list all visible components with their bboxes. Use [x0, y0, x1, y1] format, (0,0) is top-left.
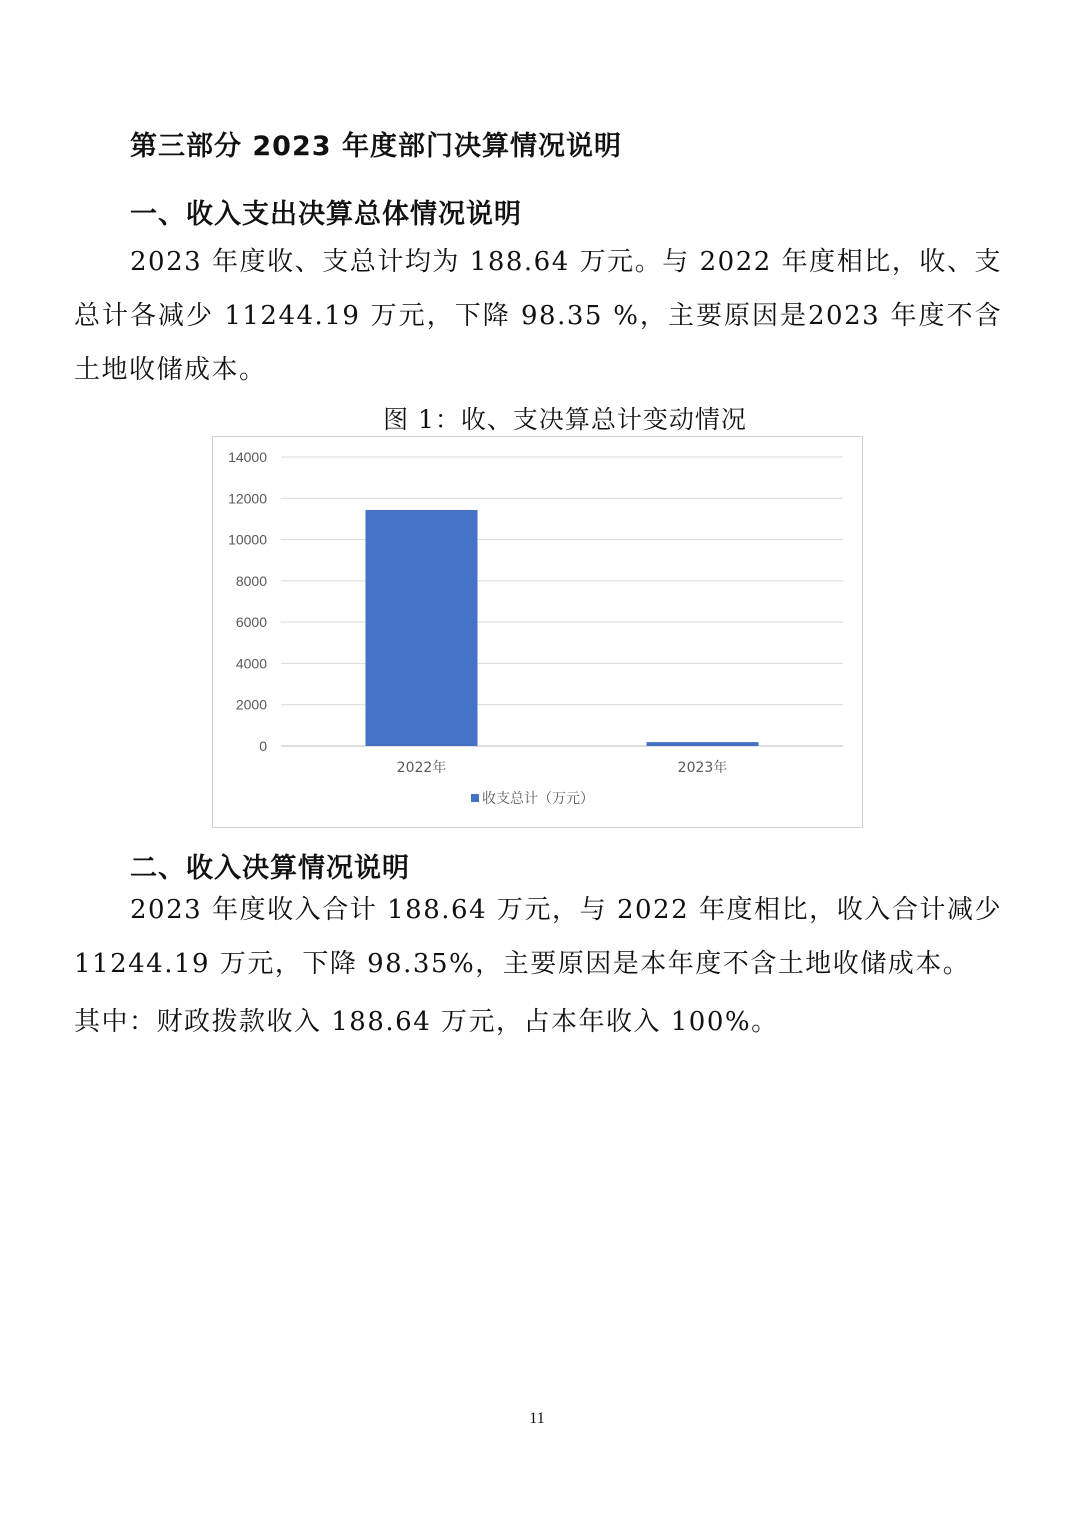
part-title: 第三部分 2023 年度部门决算情况说明 [130, 131, 622, 162]
page-number: 11 [529, 1410, 545, 1427]
section1-paragraph: 2023 年度收、支总计均为 188.64 万元。与 2022 年度相比，收、支总计各减少 11244.19 万元，下降 98.35 %，主要原因是2023 年度不含土地收储成本。 [74, 247, 1002, 385]
chart-canvas [213, 437, 862, 827]
figure-caption: 图 1：收、支决算总计变动情况 [383, 405, 747, 434]
section2-paragraph: 2023 年度收入合计 188.64 万元，与 2022 年度相比，收入合计减少 11244.19 万元，下降 98.35%，主要原因是本年度不含土地收储成本。 [74, 895, 1002, 979]
y-tick-label: 8000 [235, 572, 267, 589]
bar [366, 510, 478, 746]
y-tick-label: 14000 [228, 449, 267, 465]
y-tick-label: 12000 [228, 490, 267, 507]
legend-swatch [471, 794, 479, 802]
y-tick-label: 4000 [235, 655, 267, 672]
y-tick-label: 2000 [235, 696, 267, 713]
section2-heading: 二、收入决算情况说明 [130, 853, 410, 884]
bar-chart [212, 436, 863, 828]
bar [647, 742, 759, 746]
x-tick-label: 2022年 [396, 760, 447, 776]
y-tick-label: 0 [259, 738, 267, 754]
section2-detail: 其中：财政拨款收入 188.64 万元，占本年收入 100%。 [74, 1007, 779, 1037]
section1-heading: 一、收入支出决算总体情况说明 [130, 199, 522, 230]
y-tick-label: 10000 [228, 531, 267, 548]
y-tick-label: 6000 [235, 614, 267, 631]
x-tick-label: 2023年 [677, 760, 728, 776]
legend-label: 收支总计（万元） [482, 791, 594, 807]
